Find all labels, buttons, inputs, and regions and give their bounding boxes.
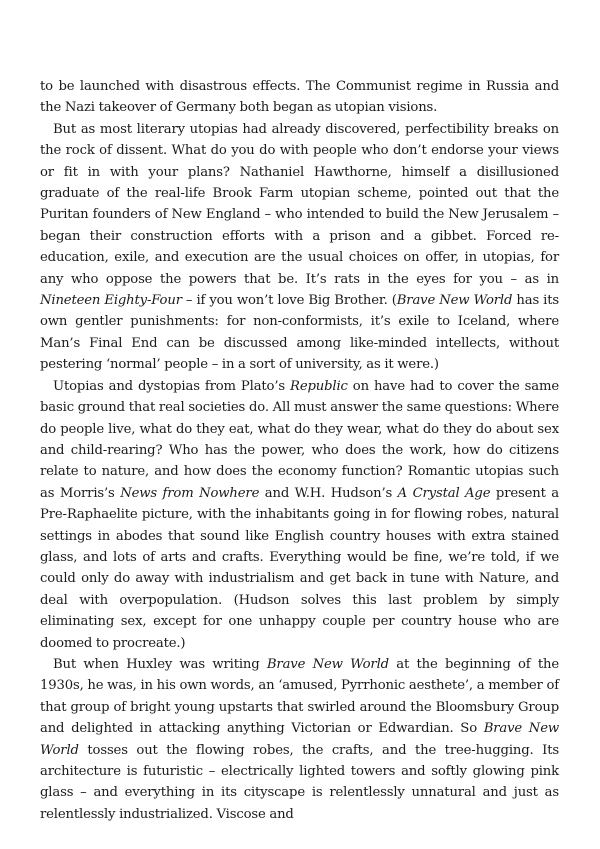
paragraph-4-segment-1: But when Huxley was writing [53,656,267,672]
paragraph-2-segment-1: But as most literary utopias had already discovered, perfectibility breaks on the rock of dissent. What do you do with people who don’t endorse your views or fit in with your plans? Nathaniel Hawthorne, himself a disillusioned graduate of the real-life Brook Farm utopian scheme, pointed out that the Puritan founders of New England – who intended to build the New Jerusalem – began their construction efforts with a prison and a gibbet. Forced re-education, exile, and execution are the usual choices on offer, in utopias, for any who oppose the powers that be. It’s rats in the eyes for you – as in [40,121,559,287]
paragraph-2-segment-5: has its own gentler punishments: for non-conformists, it’s exile to Iceland, where Man’s Final End can be discussed among like-minded intellects, without pestering ‘normal’ people – in a sort of university, as it were.) [40,293,559,373]
paragraph-3-segment-3: on have had to cover the same basic ground that real societies do. All must answer the same questions: Where do people live, what do they eat, what do they wear, what do they do about sex and child-rearing? Who has the power, who does the work, how do citizens relate to nature, and how does the economy function? Romantic utopias such as Morris’s [40,378,560,501]
paragraph-4-segment-3: at the beginning of the 1930s, he was, in his own words, an ‘amused, Pyrrhonic aesthete’, a member of that group of bright young upstarts that swirled around the Bloomsbury Group and delighted in attacking anything Victorian or Edwardian. So [40,656,560,737]
paragraph-1-segment-1: to be launched with disastrous effects. The Communist regime in Russia and the Nazi takeover of Germany both began as utopian visions. [40,79,559,116]
title-republic: Republic [290,378,348,394]
book-page-body [40,76,559,825]
paragraph-4-segment-5: tosses out the flowing robes, the crafts, and the tree-hugging. Its architecture is futuristic – electrically lighted towers and softly glowing pink glass – and everything in its cityscape is relentlessly unnatural and just as relentlessly industrialized. Viscose and [40,742,559,822]
title-a-crystal-age: A Crystal Age [397,485,491,501]
title-brave-new-world: Brave New World [266,656,389,672]
paragraph-3-segment-1: Utopias and dystopias from Plato’s [53,378,291,394]
title-nineteen-eighty-four: Nineteen Eighty-Four [40,293,182,309]
paragraph-2-segment-3: – if you won’t love Big Brother. ( [181,293,397,309]
paragraph-2 [40,119,559,376]
title-brave-new-world: Brave New World [40,721,559,758]
paragraph-3-segment-7: present a Pre-Raphaelite picture, with the inhabitants going in for flowing robes, natural settings in abodes that sound like English country houses with extra stained glass, and lots of arts and crafts. Everything would be fine, we’re told, if we could only do away with industrialism and get back in tune with Nature, and deal with overpopulation. (Hudson solves this last problem by simply eliminating sex, except for one unhappy couple per country house who are doomed to procreate.) [40,485,560,651]
paragraph-1 [40,76,559,119]
paragraph-3 [40,376,559,654]
paragraph-3-segment-5: and W.H. Hudson’s [259,485,398,501]
paragraph-4 [40,654,559,825]
title-brave-new-world: Brave New World [396,293,513,309]
title-news-from-nowhere: News from Nowhere [120,485,260,501]
